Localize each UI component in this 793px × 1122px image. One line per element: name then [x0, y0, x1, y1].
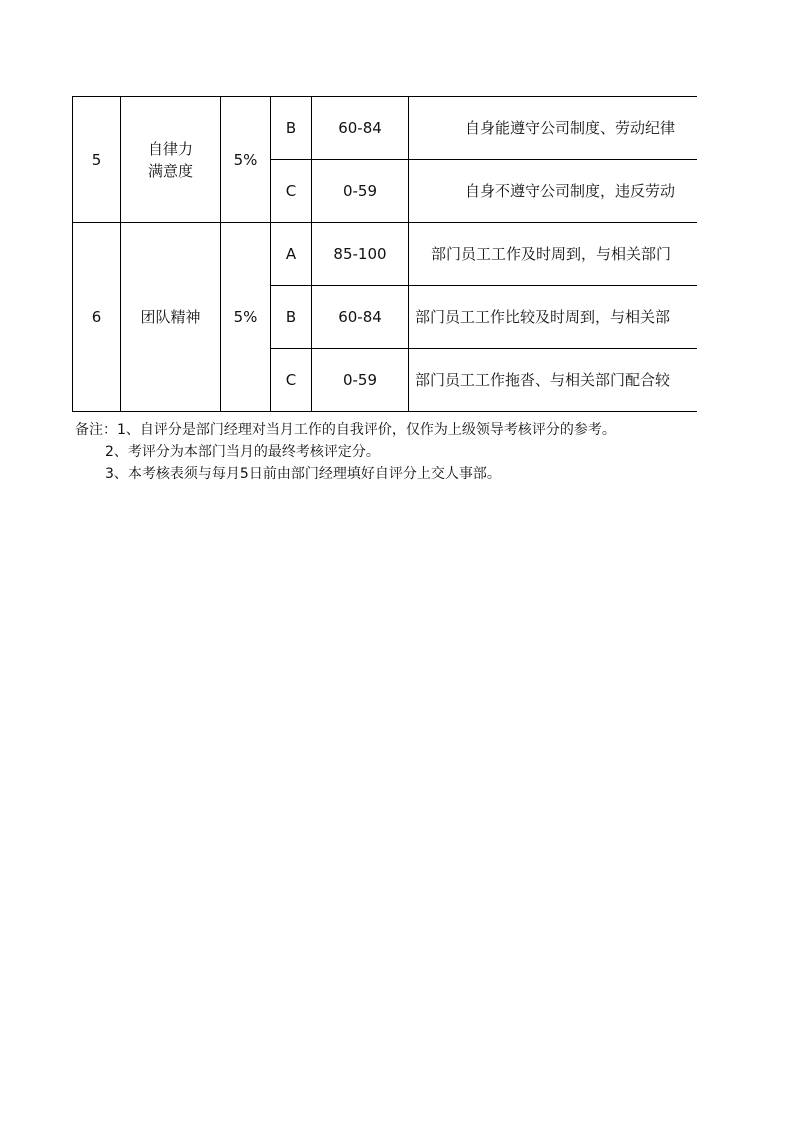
- note-line: 2、考评分为本部门当月的最终考核评定分。: [105, 444, 380, 460]
- item-name-line: 自律力: [147, 139, 193, 158]
- item-name-cell: 团队精神: [121, 223, 221, 412]
- description-cell: 部门员工工作及时周到，与相关部门: [409, 223, 698, 286]
- table-row: [73, 97, 698, 160]
- weight-cell: 5%: [221, 223, 271, 412]
- weight-cell: 5%: [221, 97, 271, 223]
- table-row: [73, 223, 698, 286]
- score-range-cell: 85-100: [312, 223, 409, 286]
- item-name-line: 满意度: [147, 161, 193, 180]
- description-cell: 自身不遵守公司制度，违反劳动: [409, 160, 698, 223]
- description-cell: 自身能遵守公司制度、劳动纪律: [409, 97, 698, 160]
- item-number-cell: 6: [73, 223, 121, 412]
- grade-cell: C: [271, 349, 312, 412]
- grade-cell: B: [271, 97, 312, 160]
- description-cell: 部门员工工作拖沓、与相关部门配合较: [409, 349, 698, 412]
- score-range-cell: 0-59: [312, 160, 409, 223]
- score-range-cell: 0-59: [312, 349, 409, 412]
- score-range-cell: 60-84: [312, 97, 409, 160]
- note-line: 备注：1、自评分是部门经理对当月工作的自我评价，仅作为上级领导考核评分的参考。: [75, 422, 616, 438]
- score-range-cell: 60-84: [312, 286, 409, 349]
- description-cell: 部门员工工作比较及时周到，与相关部: [409, 286, 698, 349]
- note-line: 3、本考核表须与每月5日前由部门经理填好自评分上交人事部。: [105, 466, 501, 482]
- grade-cell: B: [271, 286, 312, 349]
- assessment-table: [72, 96, 697, 412]
- grade-cell: A: [271, 223, 312, 286]
- item-name-cell: [121, 97, 221, 223]
- assessment-table-viewport: [72, 96, 697, 412]
- notes-block: [75, 419, 616, 485]
- item-number-cell: 5: [73, 97, 121, 223]
- grade-cell: C: [271, 160, 312, 223]
